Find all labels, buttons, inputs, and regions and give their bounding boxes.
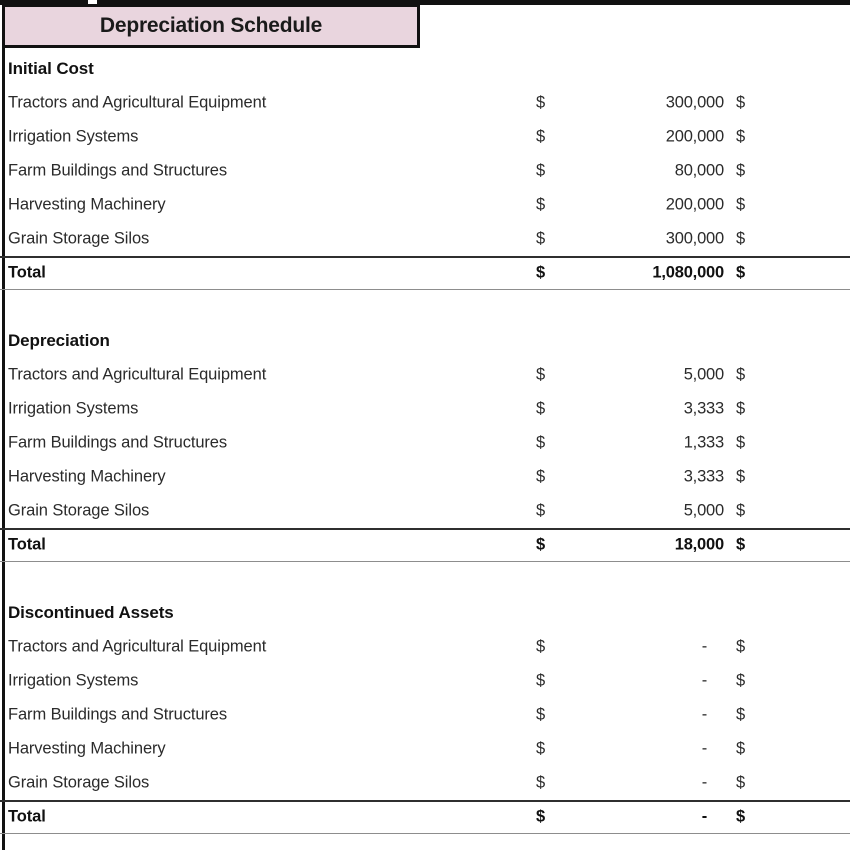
row-label: Irrigation Systems xyxy=(8,399,139,418)
total-rule xyxy=(0,256,850,258)
table-row[interactable] xyxy=(0,120,850,154)
currency-symbol-right: $ xyxy=(736,637,746,656)
currency-symbol-left: $ xyxy=(536,637,546,656)
cell-value[interactable]: 3,333 xyxy=(683,399,724,418)
currency-symbol-left: $ xyxy=(536,195,546,214)
table-row[interactable] xyxy=(0,494,850,528)
row-label: Tractors and Agricultural Equipment xyxy=(8,365,267,384)
table-row[interactable] xyxy=(0,392,850,426)
cell-value[interactable]: 5,000 xyxy=(683,501,724,520)
currency-symbol-left: $ xyxy=(536,671,546,690)
currency-symbol-left: $ xyxy=(536,399,546,418)
currency-symbol-left: $ xyxy=(536,93,546,112)
row-label: Farm Buildings and Structures xyxy=(8,433,228,452)
section-heading-row[interactable] xyxy=(0,324,850,358)
currency-symbol-left: $ xyxy=(536,807,546,826)
row-label: Harvesting Machinery xyxy=(8,467,166,486)
currency-symbol-left: $ xyxy=(536,229,546,248)
currency-symbol-right: $ xyxy=(736,535,746,554)
currency-symbol-right: $ xyxy=(736,739,746,758)
row-label: Harvesting Machinery xyxy=(8,195,166,214)
row-label: Irrigation Systems xyxy=(8,671,139,690)
currency-symbol-right: $ xyxy=(736,195,746,214)
currency-symbol-right: $ xyxy=(736,433,746,452)
row-label: Farm Buildings and Structures xyxy=(8,161,228,180)
currency-symbol-left: $ xyxy=(536,433,546,452)
currency-symbol-right: $ xyxy=(736,127,746,146)
cell-value[interactable]: - xyxy=(701,671,707,690)
table-row[interactable] xyxy=(0,766,850,800)
total-underline xyxy=(0,833,850,834)
page-title: Depreciation Schedule xyxy=(99,14,323,37)
currency-symbol-right: $ xyxy=(736,263,746,282)
total-rule xyxy=(0,800,850,802)
section-heading: Discontinued Assets xyxy=(8,603,174,622)
currency-symbol-right: $ xyxy=(736,773,746,792)
cell-value[interactable]: - xyxy=(701,637,707,656)
currency-symbol-right: $ xyxy=(736,161,746,180)
cell-value[interactable]: 1,333 xyxy=(683,433,724,452)
total-label: Total xyxy=(8,535,46,554)
currency-symbol-right: $ xyxy=(736,365,746,384)
currency-symbol-right: $ xyxy=(736,93,746,112)
currency-symbol-right: $ xyxy=(736,467,746,486)
cell-value[interactable]: - xyxy=(701,807,707,826)
cell-value[interactable]: 18,000 xyxy=(674,535,724,554)
cell-value[interactable]: 80,000 xyxy=(674,161,724,180)
currency-symbol-left: $ xyxy=(536,161,546,180)
cell-value[interactable]: 300,000 xyxy=(665,93,724,112)
table-row[interactable] xyxy=(0,630,850,664)
total-row[interactable] xyxy=(0,800,850,834)
table-row[interactable] xyxy=(0,664,850,698)
title-banner xyxy=(2,4,420,48)
total-rule xyxy=(0,528,850,530)
total-row[interactable] xyxy=(0,256,850,290)
currency-symbol-right: $ xyxy=(736,229,746,248)
table-row[interactable] xyxy=(0,188,850,222)
currency-symbol-left: $ xyxy=(536,365,546,384)
row-label: Harvesting Machinery xyxy=(8,739,166,758)
row-label: Tractors and Agricultural Equipment xyxy=(8,637,267,656)
cell-value[interactable]: 200,000 xyxy=(665,127,724,146)
table-row[interactable] xyxy=(0,698,850,732)
row-label: Farm Buildings and Structures xyxy=(8,705,228,724)
cell-value[interactable]: - xyxy=(701,705,707,724)
section-heading: Initial Cost xyxy=(8,59,94,78)
cell-value[interactable]: 300,000 xyxy=(665,229,724,248)
table-row[interactable] xyxy=(0,154,850,188)
cell-value[interactable]: 1,080,000 xyxy=(652,263,724,282)
section-spacer xyxy=(0,290,850,324)
section-heading-row[interactable] xyxy=(0,596,850,630)
section-heading-row[interactable] xyxy=(0,52,850,86)
total-label: Total xyxy=(8,807,46,826)
cell-value[interactable]: 200,000 xyxy=(665,195,724,214)
currency-symbol-right: $ xyxy=(736,501,746,520)
table-row[interactable] xyxy=(0,358,850,392)
currency-symbol-left: $ xyxy=(536,705,546,724)
total-label: Total xyxy=(8,263,46,282)
currency-symbol-left: $ xyxy=(536,739,546,758)
currency-symbol-left: $ xyxy=(536,773,546,792)
section-spacer xyxy=(0,562,850,596)
row-label: Irrigation Systems xyxy=(8,127,139,146)
currency-symbol-right: $ xyxy=(736,671,746,690)
total-row[interactable] xyxy=(0,528,850,562)
cell-value[interactable]: - xyxy=(701,739,707,758)
section-heading: Depreciation xyxy=(8,331,110,350)
currency-symbol-left: $ xyxy=(536,467,546,486)
row-label: Grain Storage Silos xyxy=(8,501,150,520)
cell-value[interactable]: 5,000 xyxy=(683,365,724,384)
currency-symbol-left: $ xyxy=(536,501,546,520)
table-row[interactable] xyxy=(0,732,850,766)
currency-symbol-right: $ xyxy=(736,705,746,724)
row-label: Grain Storage Silos xyxy=(8,773,150,792)
row-label: Tractors and Agricultural Equipment xyxy=(8,93,267,112)
table-row[interactable] xyxy=(0,460,850,494)
currency-symbol-left: $ xyxy=(536,535,546,554)
table-row[interactable] xyxy=(0,426,850,460)
row-label: Grain Storage Silos xyxy=(8,229,150,248)
cell-value[interactable]: - xyxy=(701,773,707,792)
currency-symbol-right: $ xyxy=(736,807,746,826)
table-row[interactable] xyxy=(0,222,850,256)
cell-value[interactable]: 3,333 xyxy=(683,467,724,486)
currency-symbol-right: $ xyxy=(736,399,746,418)
currency-symbol-left: $ xyxy=(536,263,546,282)
table-row[interactable] xyxy=(0,86,850,120)
currency-symbol-left: $ xyxy=(536,127,546,146)
depreciation-table xyxy=(0,52,850,834)
